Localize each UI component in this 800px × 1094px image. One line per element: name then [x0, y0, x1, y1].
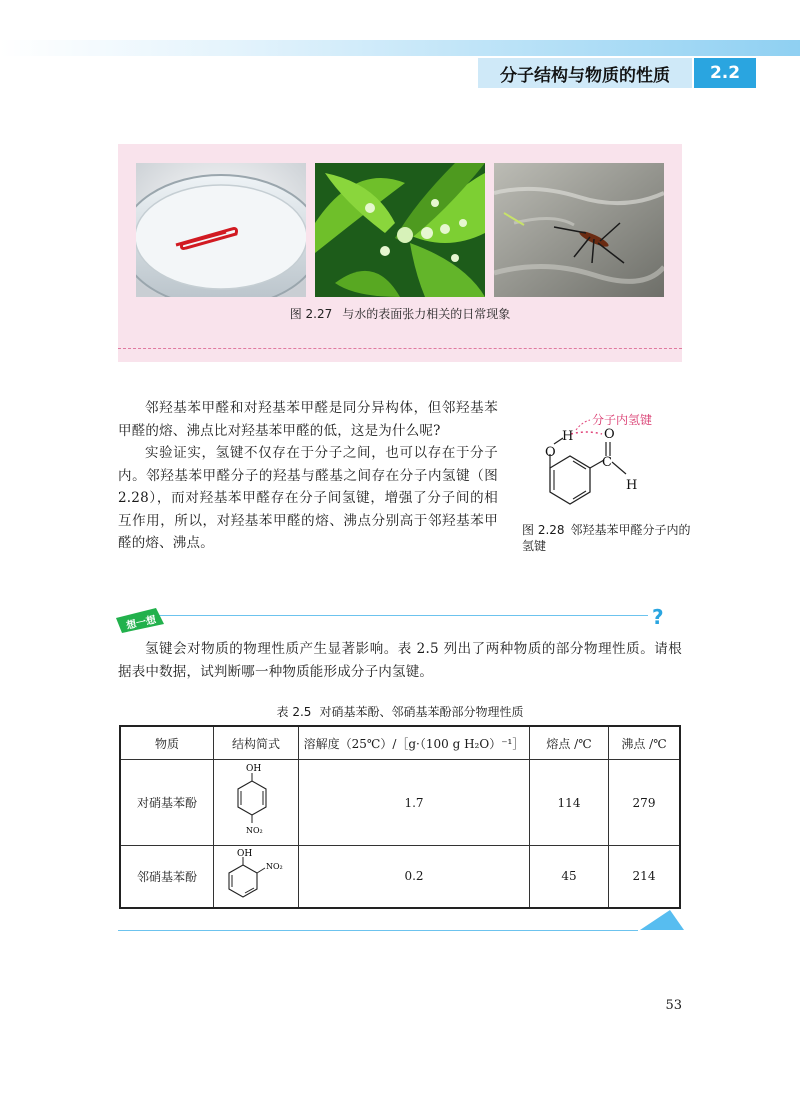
figure-228-number: 图 2.28 — [522, 523, 565, 537]
substance-name: 对硝基苯酚 — [120, 760, 214, 846]
col-solubility: 溶解度（25℃）/［g·（100 g H₂O）⁻¹］ — [299, 726, 530, 760]
think-divider — [148, 615, 648, 616]
atom-c: C — [602, 455, 612, 470]
salicylaldehyde-structure — [520, 408, 690, 528]
table-25-caption — [118, 703, 682, 720]
structure-cell — [214, 760, 299, 846]
section-end-divider — [118, 930, 638, 931]
think-text: 氢键会对物质的物理性质产生显著影响。表 2.5 列出了两种物质的部分物理性质。请根据表中数据，试判断哪一种物质能形成分子内氢键。 — [118, 641, 682, 680]
boiling-value: 214 — [609, 846, 681, 908]
panel-dashed-divider — [118, 348, 682, 349]
figure-228-text: 邻羟基苯甲醛分子内的氢键 — [522, 523, 691, 553]
h-bond-label: 分子内氢键 — [592, 413, 653, 427]
header-gradient-bar — [0, 40, 800, 56]
think-badge — [114, 606, 166, 634]
p-oh-label: OH — [246, 764, 262, 774]
page-number: 53 — [665, 998, 682, 1013]
chapter-title: 分子结构与物质的性质 — [478, 58, 692, 88]
col-boiling: 沸点 /℃ — [609, 726, 681, 760]
col-substance: 物质 — [120, 726, 214, 760]
melting-value: 45 — [530, 846, 609, 908]
paperclip-floating-photo — [136, 163, 306, 297]
water-drops-on-leaves-photo — [315, 163, 485, 297]
water-strider-photo — [494, 163, 664, 297]
atom-h2: H — [626, 478, 638, 493]
section-end-arrow-icon — [640, 908, 684, 932]
atom-h1: H — [562, 429, 574, 444]
atom-o2: O — [604, 427, 615, 442]
properties-table — [119, 725, 681, 909]
o-no2-label: NO₂ — [266, 861, 283, 871]
body-text — [118, 397, 498, 555]
o-oh-label: OH — [237, 848, 253, 859]
substance-name: 邻硝基苯酚 — [120, 846, 214, 908]
figure-227-number: 图 2.27 — [289, 307, 333, 321]
svg-text:?: ? — [652, 605, 664, 628]
figure-228-caption — [522, 522, 692, 554]
think-question — [118, 638, 682, 683]
col-melting: 熔点 /℃ — [530, 726, 609, 760]
table-header-row — [120, 726, 680, 760]
structure-cell — [214, 846, 299, 908]
figure-227-caption — [118, 305, 682, 322]
question-mark-icon — [648, 604, 672, 628]
solubility-value: 0.2 — [299, 846, 530, 908]
table-row — [120, 760, 680, 846]
solubility-value: 1.7 — [299, 760, 530, 846]
section-number: 2.2 — [694, 58, 756, 88]
col-structure: 结构简式 — [214, 726, 299, 760]
p-nitrophenol-structure — [226, 761, 286, 841]
p-no2-label: NO₂ — [246, 826, 263, 835]
figure-227-text: 与水的表面张力相关的日常现象 — [342, 307, 511, 321]
table-25-number: 表 2.5 — [276, 705, 312, 719]
melting-value: 114 — [530, 760, 609, 846]
table-row — [120, 846, 680, 908]
think-badge-label: 想一想 — [125, 614, 158, 632]
atom-o1: O — [545, 445, 556, 460]
paragraph-2: 实验证实，氢键不仅存在于分子之间，也可以存在于分子内。邻羟基苯甲醛分子的羟基与醛基之间存在分子内氢键（图 2.28），而对羟基苯甲醛存在分子间氢键，增强了分子间的相互作用，所以，对羟基苯甲醛的熔、沸点分别高于邻羟基苯甲醛的熔、沸点。 — [118, 445, 498, 551]
paragraph-1: 邻羟基苯甲醛和对羟基苯甲醛是同分异构体，但邻羟基苯甲醛的熔、沸点比对羟基苯甲醛的低，这是为什么呢? — [118, 400, 498, 439]
table-25-title: 对硝基苯酚、邻硝基苯酚部分物理性质 — [319, 705, 524, 719]
boiling-value: 279 — [609, 760, 681, 846]
o-nitrophenol-structure — [223, 847, 289, 903]
